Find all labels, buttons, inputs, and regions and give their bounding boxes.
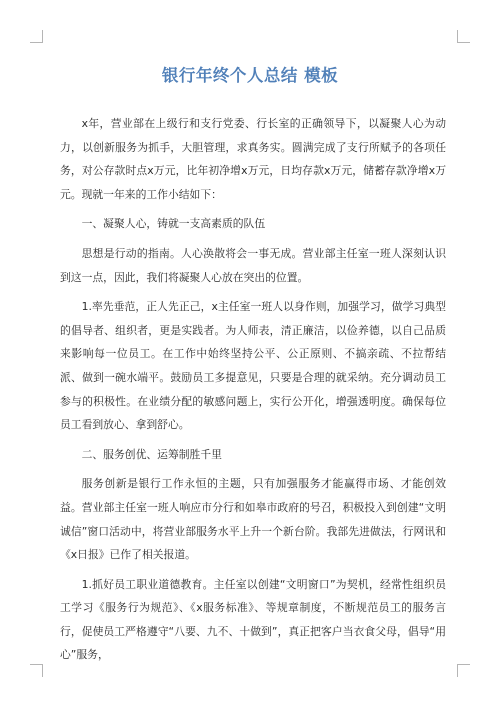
corner-mark-top-left xyxy=(30,30,43,43)
corner-mark-top-right xyxy=(457,30,470,43)
body-paragraph: 服务创新是银行工作永恒的主题，只有加强服务才能赢得市场、才能创效益。营业部主任室一班人响应市分行和如皋市政府的号召，积极投入到创建“文明诚信”窗口活动中，将营业部服务水平上升一个新台阶。我部先进做法，行网讯和《x日报》已作了相关报道。 xyxy=(60,477,446,562)
document-title: 银行年终个人总结 模板 xyxy=(161,66,339,85)
section-heading-1: 一、凝聚人心，铸就一支高素质的队伍 xyxy=(81,217,266,231)
document-body xyxy=(60,112,446,667)
body-paragraph: 思想是行动的指南。人心涣散将会一事无成。营业部主任室一班人深刻认识到这一点，因此，我们将凝聚人心放在突出的位置。 xyxy=(60,246,446,284)
corner-mark-bottom-left xyxy=(30,664,43,677)
corner-mark-bottom-right xyxy=(457,664,470,677)
body-paragraph: 1.率先垂范，正人先正己，x主任室一班人以身作则，加强学习，做学习典型的倡导者、组织者，更是实践者。为人师表，清正廉洁，以俭养德，以自己品质来影响每一位员工。在工作中始终坚持公平、公正原则、不搞亲疏、不拉帮结派、做到一碗水端平。鼓励员工多提意见，只要是合理的就采纳。充分调动员工参与的积极性。在业绩分配的敏感问题上，实行公开化，增强透明度。确保每位员工看到放心、拿到舒心。 xyxy=(60,300,446,432)
body-paragraph: 1.抓好员工职业道德教育。主任室以创建“文明窗口”为契机，经常性组织员工学习《服务行为规范》、《x服务标准》、等规章制度，不断规范员工的服务言行，促使员工严格遵守“八要、九不、十做到”，真正把客户当衣食父母，倡导“用心”服务， xyxy=(60,577,446,662)
section-heading-2: 二、服务创优、运筹制胜千里 xyxy=(81,447,222,461)
intro-paragraph: x年，营业部在上级行和支行党委、行长室的正确领导下，以凝聚人心为动力，以创新服务为抓手，大胆管理，求真务实。圆满完成了支行所赋予的各项任务，对公存款时点x万元，比年初净增x万元，日均存款x万元，储蓄存款净增x万元。现就一年来的工作小结如下： xyxy=(60,117,446,201)
